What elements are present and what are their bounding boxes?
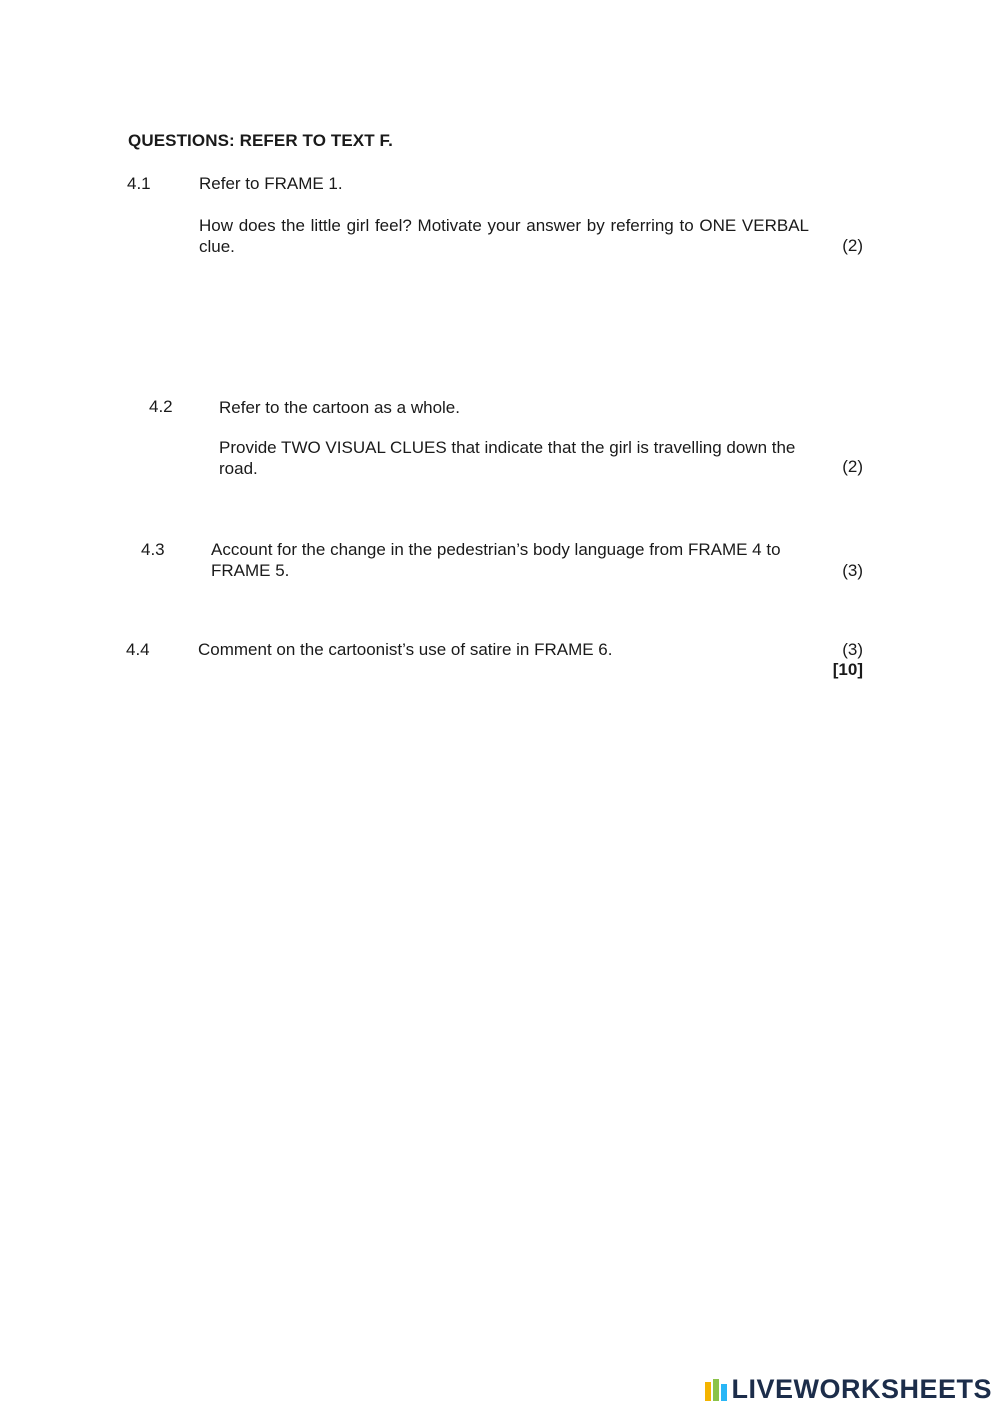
question-number-4-1: 4.1 bbox=[127, 174, 151, 193]
liveworksheets-logo bbox=[705, 1374, 992, 1405]
liveworksheets-logo-icon bbox=[705, 1379, 727, 1401]
question-4-2-prompt: Provide TWO VISUAL CLUES that indicate that the girl is travelling down the road. bbox=[219, 438, 796, 478]
question-number-4-4: 4.4 bbox=[126, 640, 150, 659]
page-heading: QUESTIONS: REFER TO TEXT F. bbox=[128, 131, 393, 150]
section-total-marks: [10] bbox=[832, 660, 863, 679]
question-4-2-marks: (2) bbox=[842, 457, 863, 476]
liveworksheets-logo-text: LIVEWORKSHEETS bbox=[731, 1374, 992, 1404]
question-number-4-3: 4.3 bbox=[141, 540, 165, 559]
question-4-3-marks: (3) bbox=[842, 561, 863, 580]
question-4-1-marks: (2) bbox=[842, 236, 863, 255]
question-number-4-2: 4.2 bbox=[149, 397, 173, 416]
question-4-1-prompt: How does the little girl feel? Motivate your answer by referring to ONE VERBAL clue. bbox=[199, 216, 809, 256]
question-4-4-marks: (3) bbox=[842, 640, 863, 659]
question-4-3-prompt: Account for the change in the pedestrian’s body language from FRAME 4 to FRAME 5. bbox=[211, 540, 781, 580]
question-4-4-prompt: Comment on the cartoonist’s use of satire in FRAME 6. bbox=[198, 640, 613, 659]
question-4-1-instruction: Refer to FRAME 1. bbox=[199, 174, 343, 193]
question-4-2-instruction: Refer to the cartoon as a whole. bbox=[219, 398, 460, 417]
